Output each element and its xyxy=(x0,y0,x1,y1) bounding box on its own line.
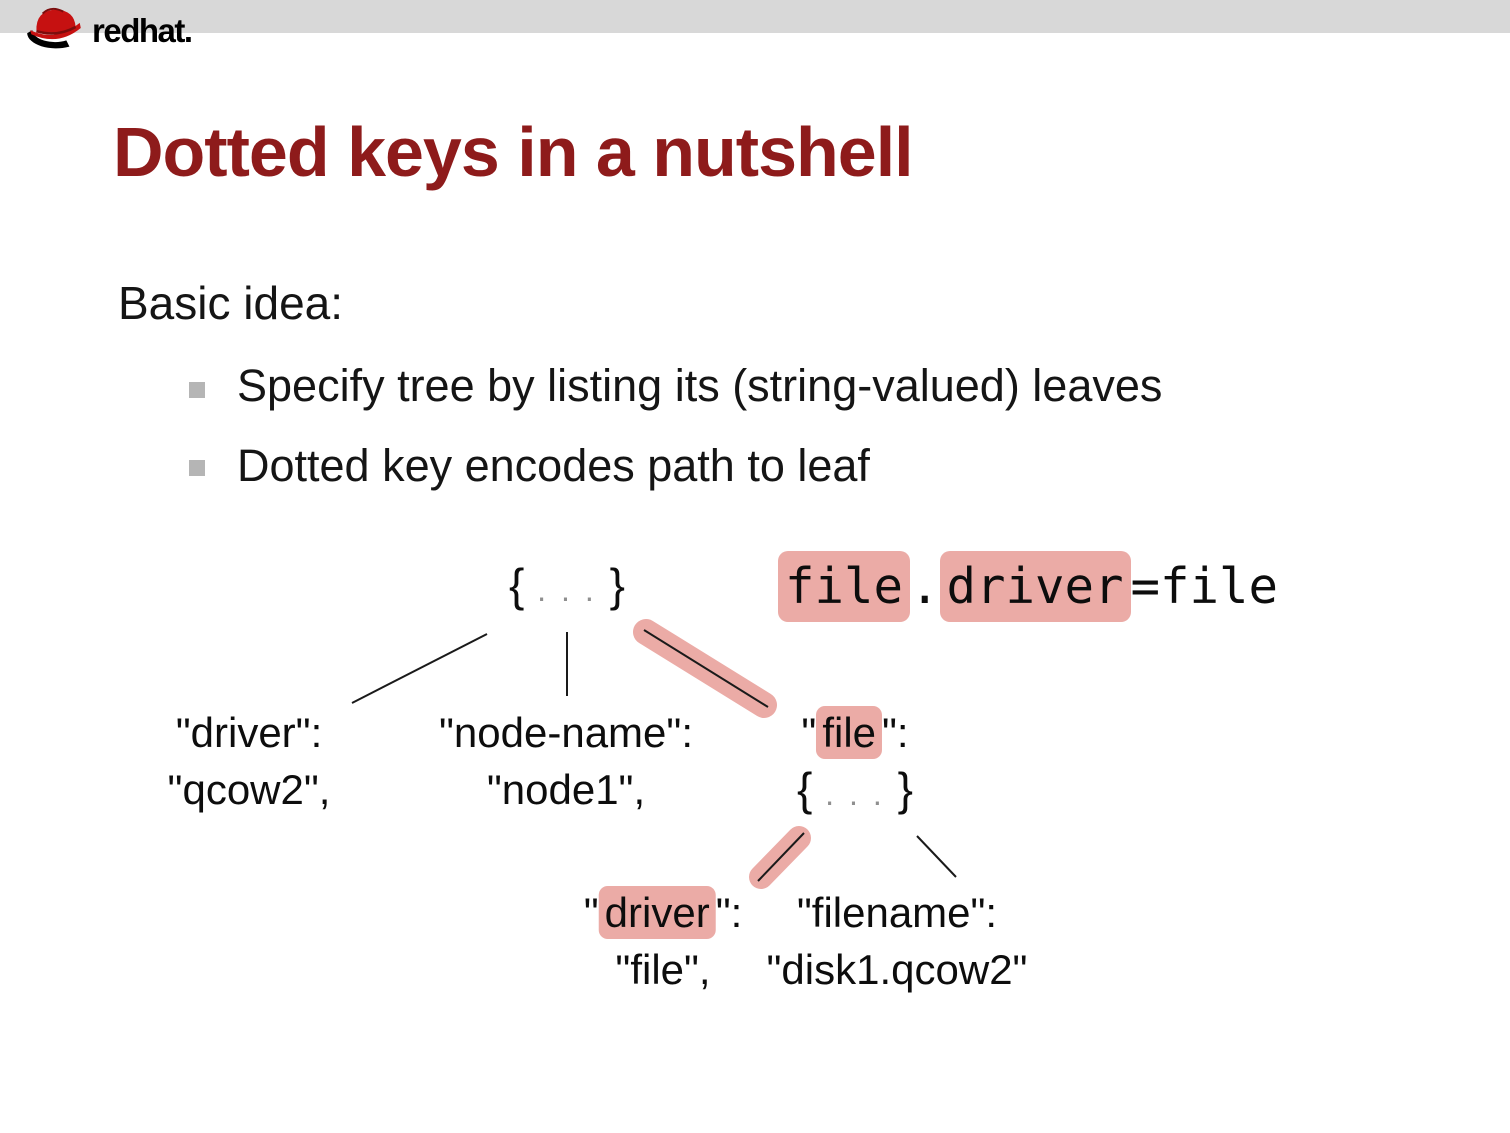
node-value xyxy=(797,761,913,823)
driver-key-highlight: driver xyxy=(599,886,716,939)
edge-root-to-file xyxy=(644,630,768,707)
brace-close: } xyxy=(609,559,626,611)
bullet-square-icon xyxy=(189,460,205,476)
expression-rest: =file xyxy=(1130,558,1279,615)
node-key xyxy=(797,704,913,761)
node-value: "node1", xyxy=(486,766,646,813)
edge-file-to-driver xyxy=(758,833,804,881)
node-key: "driver": xyxy=(175,709,323,756)
brace-open: { xyxy=(508,559,525,611)
node-key xyxy=(584,884,743,941)
expression-driver-highlight: driver xyxy=(940,551,1131,622)
quote-colon: ": xyxy=(882,709,909,756)
bullet-item-2: Dotted key encodes path to leaf xyxy=(237,440,870,491)
expression-file-highlight: file xyxy=(778,551,910,622)
expression-dot: . xyxy=(910,558,940,615)
redhat-logo xyxy=(22,1,192,53)
tree-node-node-name xyxy=(439,704,693,818)
redhat-wordmark: redhat. xyxy=(92,12,192,49)
quote: " xyxy=(583,889,599,936)
node-value: "file", xyxy=(615,946,711,993)
bullet-square-icon xyxy=(189,382,205,398)
edge-highlight-file-to-driver xyxy=(761,838,799,877)
quote: " xyxy=(801,709,817,756)
node-key: "filename": xyxy=(796,889,998,936)
edge-file-to-filename xyxy=(917,836,956,877)
edge-root-to-driver xyxy=(352,634,487,703)
edge-highlight-root-to-file xyxy=(646,632,764,705)
tree-node-filename xyxy=(767,884,1028,998)
node-value: "qcow2", xyxy=(167,766,331,813)
node-key: "node-name": xyxy=(439,709,693,756)
dotted-key-expression xyxy=(778,558,1278,615)
tree-root-node xyxy=(509,556,625,619)
header-band xyxy=(0,0,1510,33)
slide-title: Dotted keys in a nutshell xyxy=(113,113,913,191)
brace-open: { xyxy=(796,763,813,815)
bullet-item-1: Specify tree by listing its (string-valued) leaves xyxy=(237,360,1163,411)
quote-colon: ": xyxy=(715,889,743,936)
intro-text: Basic idea: xyxy=(118,277,344,329)
file-key-highlight: file xyxy=(816,706,882,759)
ellipsis: . . . xyxy=(825,776,885,812)
tree-node-driver-qcow2 xyxy=(168,704,331,818)
tree-node-file-driver xyxy=(584,884,743,998)
ellipsis: . . . xyxy=(537,572,597,608)
tree-node-file xyxy=(797,704,913,823)
brace-close: } xyxy=(897,763,914,815)
node-value: "disk1.qcow2" xyxy=(766,946,1028,993)
redhat-fedora-icon xyxy=(22,1,88,53)
